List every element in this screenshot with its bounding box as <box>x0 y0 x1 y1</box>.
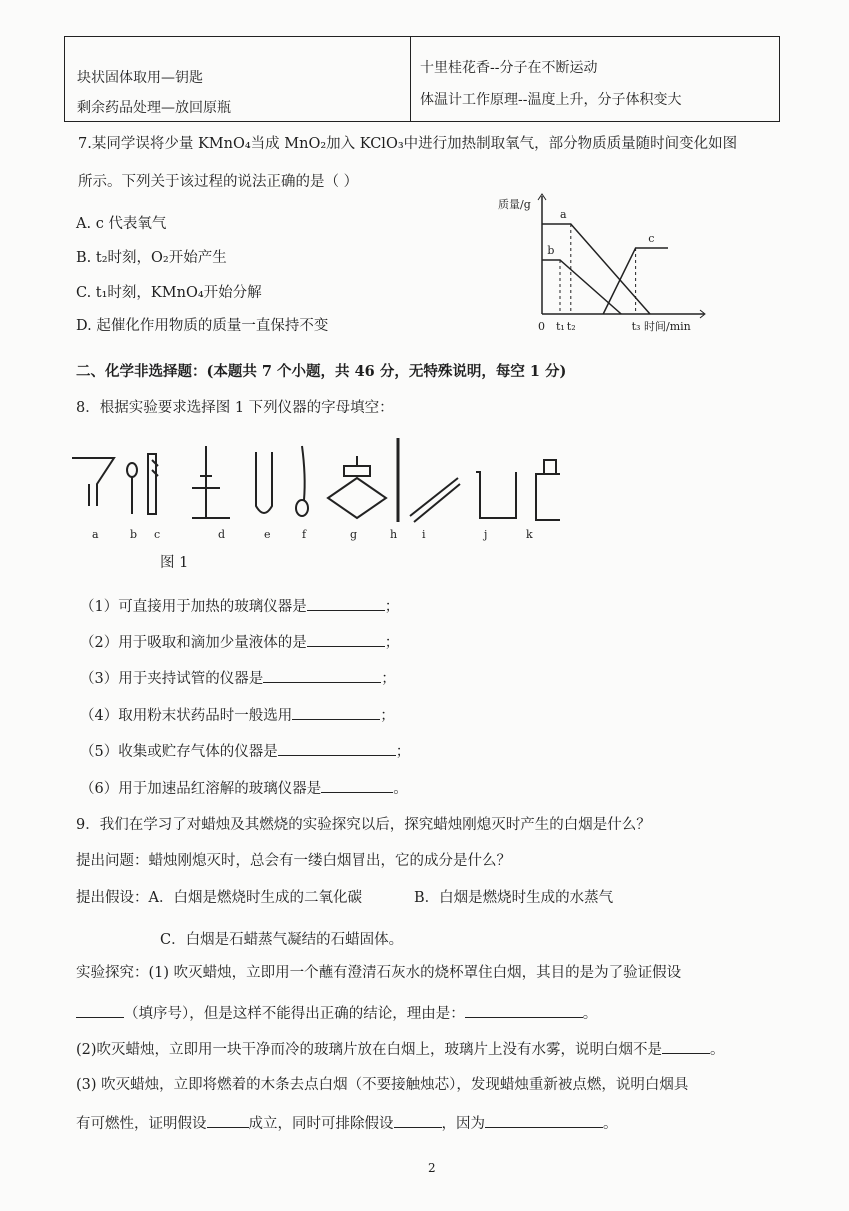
test-tube-holder-drawing <box>148 454 158 514</box>
fig-letter-i: i <box>422 528 426 541</box>
funnel-drawing <box>72 458 114 506</box>
series-line-a <box>542 224 650 314</box>
q9-exp1-line1: 实验探究：(1) 吹灭蜡烛，立即用一个蘸有澄清石灰水的烧杯罩住白烟，其目的是为了验证假设 <box>76 965 682 981</box>
answer-blank[interactable] <box>207 1113 249 1128</box>
series-label-c: c <box>648 232 655 245</box>
x-tick-label: t₃ <box>631 320 641 333</box>
q7-stem-line2: 所示。下列关于该过程的说法正确的是（ ） <box>78 174 359 190</box>
y-axis-label: 质量/g <box>498 198 531 211</box>
x-tick-label: 0 <box>538 320 545 333</box>
iron-stand-drawing <box>192 446 230 518</box>
answer-blank[interactable] <box>278 741 396 756</box>
q8-item-3: （3）用于夹持试管的仪器是 ； <box>80 668 396 689</box>
q7-option-b: B. t₂时刻，O₂开始产生 <box>76 250 227 266</box>
answer-blank[interactable] <box>321 778 393 793</box>
q7-option-c: C. t₁时刻，KMnO₄开始分解 <box>76 285 262 301</box>
gas-collecting-bottle-drawing <box>536 460 560 520</box>
fig-letter-e: e <box>264 528 271 541</box>
answer-blank[interactable] <box>263 668 381 683</box>
apparatus-figure <box>70 436 560 546</box>
series-label-a: a <box>560 208 567 221</box>
q9-hypothesis-c: C．白烟是石蜡蒸气凝结的石蜡固体。 <box>160 932 404 948</box>
table-cell: 十里桂花香--分子在不断运动 <box>420 60 598 76</box>
fig-letter-k: k <box>526 528 533 541</box>
section2-heading: 二、化学非选择题：(本题共 7 个小题，共 46 分，无特殊说明，每空 1 分) <box>76 363 567 380</box>
q9-stem: 9．我们在学习了对蜡烛及其燃烧的实验探究以后，探究蜡烛刚熄灭时产生的白烟是什么？ <box>76 817 651 833</box>
comparison-table <box>64 36 780 122</box>
q8-item-1: （1）可直接用于加热的玻璃仪器是 ； <box>80 596 399 617</box>
q9-exp3-line2: 有可燃性，证明假设 成立，同时可排除假设 ，因为 。 <box>76 1113 618 1134</box>
answer-blank[interactable] <box>307 632 385 647</box>
fig-letter-b: b <box>130 528 138 541</box>
table-cell: 剩余药品处理—放回原瓶 <box>77 100 231 116</box>
answer-blank[interactable] <box>307 596 385 611</box>
dropper-drawing <box>127 463 137 514</box>
answer-blank[interactable] <box>76 1003 124 1018</box>
table-cell: 体温计工作原理--温度上升，分子体积变大 <box>420 92 682 108</box>
q9-exp1-line2: （填序号），但是这样不能得出正确的结论，理由是： 。 <box>76 1003 597 1024</box>
x-tick-label: t₁ <box>556 320 565 333</box>
q7-stem-line1: 7.某同学误将少量 KMnO₄当成 MnO₂加入 KClO₃中进行加热制取氧气，部分物质质量随时间变化如图 <box>78 136 738 152</box>
q9-question: 提出问题：蜡烛刚熄灭时，总会有一缕白烟冒出，它的成分是什么？ <box>76 853 511 869</box>
answer-blank[interactable] <box>662 1039 710 1054</box>
fig-letter-h: h <box>390 528 398 541</box>
x-axis-label: 时间/min <box>644 320 691 333</box>
fig-letter-f: f <box>302 528 307 541</box>
page-number: 2 <box>428 1161 436 1175</box>
answer-blank[interactable] <box>292 705 380 720</box>
q9-exp2: (2)吹灭蜡烛，立即用一块干净而冷的玻璃片放在白烟上，玻璃片上没有水雾，说明白烟不是 。 <box>76 1039 725 1060</box>
table-cell: 块状固体取用—钥匙 <box>77 70 203 86</box>
q9-hypothesis-b: B．白烟是燃烧时生成的水蒸气 <box>414 890 614 906</box>
fig-caption: 图 1 <box>160 555 189 571</box>
x-tick-label: t₂ <box>566 320 576 333</box>
q8-item-6: （6）用于加速品红溶解的玻璃仪器是 。 <box>80 778 408 799</box>
answer-blank[interactable] <box>485 1113 603 1128</box>
alcohol-lamp-drawing <box>328 456 386 518</box>
table-divider <box>410 37 411 121</box>
fig-letter-g: g <box>350 528 358 541</box>
mass-time-chart-svg <box>494 188 710 338</box>
series-label-b: b <box>547 244 555 257</box>
answer-blank[interactable] <box>394 1113 442 1128</box>
answer-blank[interactable] <box>465 1003 583 1018</box>
q7-option-d: D. 起催化作用物质的质量一直保持不变 <box>76 318 329 334</box>
fig-letter-j: j <box>484 528 488 541</box>
mass-time-chart <box>494 188 710 338</box>
tweezers-drawing <box>410 478 460 522</box>
medicine-spoon-drawing <box>296 446 308 516</box>
fig-letter-c: c <box>154 528 161 541</box>
q9-exp3-line1: (3) 吹灭蜡烛，立即将燃着的木条去点白烟（不要接触烛芯），发现蜡烛重新被点燃，说明白烟具 <box>76 1077 689 1093</box>
q8-item-4: （4）取用粉末状药品时一般选用 ； <box>80 705 395 726</box>
test-tube-drawing <box>256 452 272 513</box>
q7-option-a: A. c 代表氧气 <box>76 216 167 232</box>
q8-stem: 8．根据实验要求选择图 1 下列仪器的字母填空： <box>76 400 394 416</box>
fig-letter-d: d <box>218 528 226 541</box>
q8-item-5: （5）收集或贮存气体的仪器是 ； <box>80 741 410 762</box>
q8-item-2: （2）用于吸取和滴加少量液体的是 ； <box>80 632 399 653</box>
beaker-drawing <box>476 472 516 518</box>
q9-hypothesis-a: 提出假设：A．白烟是燃烧时生成的二氧化碳 <box>76 890 362 906</box>
fig-letter-a: a <box>92 528 99 541</box>
